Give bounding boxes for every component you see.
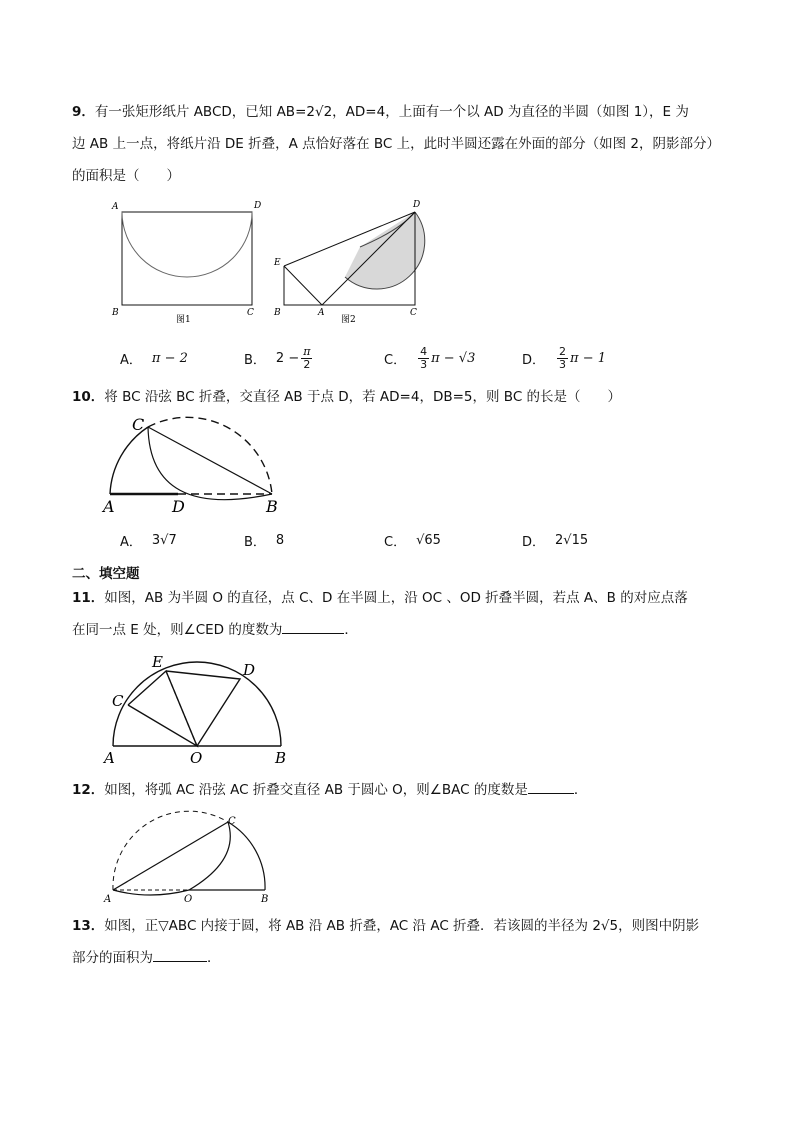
q12-line1: 12．如图，将弧 AC 沿弦 AC 折叠交直径 AB 于圆心 O，则∠BAC 的度数是 ． — [72, 774, 732, 806]
q11-label-e: E — [152, 653, 163, 671]
fig2-label-e: E — [274, 258, 281, 268]
q10-arc-dashed — [148, 417, 272, 494]
q9-option-a[interactable]: A． π − 2 — [120, 350, 188, 368]
q12-number: 12． — [72, 782, 105, 798]
q10-arc-solid — [110, 427, 148, 494]
fig2-label-c: C — [410, 308, 417, 318]
q9-option-b[interactable]: B． 2 − $\frac{\pi}{2}$ — [244, 344, 311, 371]
q10-options — [120, 520, 680, 560]
q11-label-d: D — [243, 661, 256, 679]
q10-number: 10． — [72, 389, 105, 405]
fig1-label-a: A — [112, 202, 119, 212]
q11-text-1: 如图，AB 为半圆 O 的直径，点 C、D 在半圆上，沿 OC 、OD 折叠半圆，若点 A、B 的对应点落 — [104, 590, 688, 606]
q11-figure — [100, 650, 300, 770]
q9-option-c[interactable]: C． $\frac{4}{3}$ π − √3 — [384, 344, 476, 371]
question-12 — [72, 774, 732, 806]
q11-label-a: A — [104, 749, 115, 767]
q12-folded-arc — [113, 822, 230, 895]
q10-label-a: A — [103, 497, 115, 516]
q12-label-o: O — [184, 894, 193, 905]
q9-figure-1 — [108, 196, 268, 326]
q13-line2: 部分的面积为 ． — [72, 942, 732, 974]
q10-option-d[interactable]: D． 2√15 — [522, 532, 589, 550]
q10-figure — [100, 408, 290, 518]
q12-chord-ac — [113, 822, 228, 890]
q11-answer-blank[interactable] — [282, 617, 344, 634]
q9-line2: 边 AB 上一点，将纸片沿 DE 折叠，A 点恰好落在 BC 上，此时半圆还露在外面的部分（如图 2，阴影部分） — [72, 136, 721, 152]
q11-triangle-coe — [128, 671, 197, 746]
q9-options — [120, 338, 680, 378]
q9-line3: 的面积是（ ） — [72, 168, 180, 184]
fig2-caption: 图2 — [341, 315, 356, 325]
q10-text: 将 BC 沿弦 BC 折叠，交直径 AB 于点 D，若 AD=4，DB=5，则 BC 的长是（ ） — [104, 389, 622, 405]
q10-label-d: D — [172, 497, 185, 516]
q11-line2: 在同一点 E 处，则∠CED 的度数为 ． — [72, 614, 732, 646]
question-9 — [72, 96, 732, 192]
q12-label-b: B — [261, 894, 269, 905]
fig2-label-b: B — [274, 308, 281, 318]
q11-label-b: B — [275, 749, 287, 767]
q13-number: 13． — [72, 918, 105, 934]
fig1-caption: 图1 — [176, 315, 191, 325]
q12-answer-blank[interactable] — [528, 777, 574, 794]
q10-label-b: B — [266, 497, 278, 516]
q10-chord-bc — [148, 427, 272, 494]
section-title-fill-in: 二、填空题 — [72, 566, 140, 582]
q13-answer-blank[interactable] — [153, 945, 207, 962]
q11-label-c: C — [112, 692, 124, 710]
question-11 — [72, 582, 732, 646]
q9-option-b-fraction: $\frac{\pi}{2}$ — [303, 344, 311, 371]
q9-option-d[interactable]: D． $\frac{2}{3}$ π − 1 — [522, 344, 606, 371]
q9-line1 — [72, 96, 732, 128]
q10-folded-arc — [148, 427, 272, 500]
q9-number: 9． — [72, 104, 95, 120]
fig1-label-c: C — [247, 308, 254, 318]
fig1-semicircle — [122, 212, 252, 277]
q12-arc-dashed — [113, 811, 228, 890]
q11-label-o: O — [190, 749, 203, 767]
q13-line1: 13．如图，正▽ABC 内接于圆，将 AB 沿 AB 折叠，AC 沿 AC 折叠．若该圆的半径为 2√5，则图中阴影 — [72, 918, 700, 934]
q11-number: 11． — [72, 590, 105, 606]
q9-text-1: 有一张矩形纸片 ABCD，已知 AB=2√2，AD=4，上面有一个以 AD 为直径的半圆（如图 1），E 为 — [94, 104, 689, 120]
question-13 — [72, 910, 732, 974]
q9-option-d-fraction: $\frac{2}{3}$ — [559, 344, 567, 371]
q10-option-c[interactable]: C． √65 — [384, 532, 441, 550]
fig2-shaded-region — [345, 212, 425, 289]
q10-label-c: C — [132, 415, 145, 434]
q12-figure — [100, 810, 280, 910]
q12-label-a: A — [104, 894, 112, 905]
fig1-label-b: B — [112, 308, 119, 318]
q11-line1 — [72, 582, 732, 614]
fig2-label-a: A — [318, 308, 325, 318]
fig1-label-d: D — [254, 201, 262, 211]
fig2-segment-ea — [284, 266, 322, 305]
q9-option-c-fraction: $\frac{4}{3}$ — [420, 344, 428, 371]
q10-option-a[interactable]: A． 3√7 — [120, 532, 177, 550]
fig2-label-d: D — [413, 200, 421, 210]
q12-arc-solid — [228, 822, 265, 890]
q10-option-b[interactable]: B． 8 — [244, 532, 285, 550]
q9-figure-2 — [268, 196, 438, 326]
q12-label-c: C — [228, 816, 236, 827]
